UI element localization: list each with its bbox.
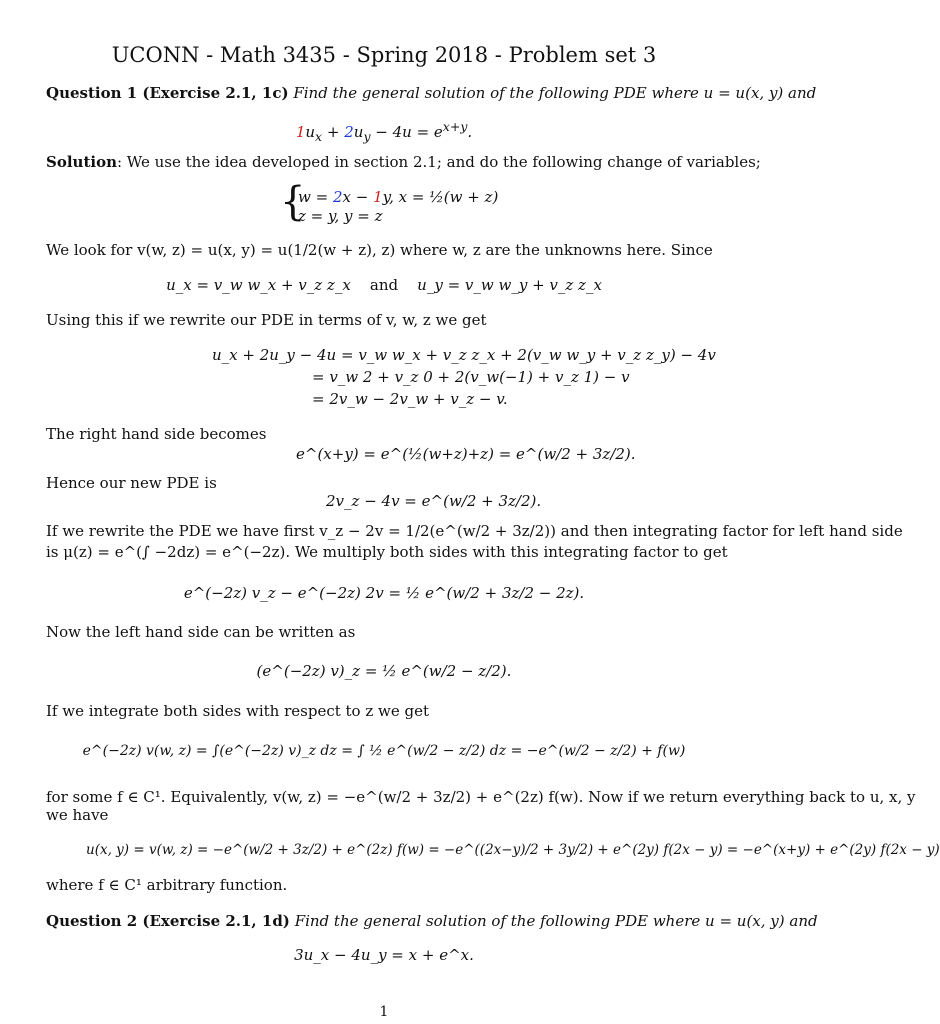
integrating-factor-line-2: is μ(z) = e^(∫ −2dz) = e^(−2z). We multiply both sides with this integrating factor to get: [46, 543, 728, 561]
integrated-equation: e^(−2z) v(w, z) = ∫(e^(−2z) v)_z dz = ∫ ½ e^(w/2 − z/2) dz = −e^(w/2 − z/2) + f(w): [82, 743, 686, 759]
rhs-equation: e^(x+y) = e^(½(w+z)+z) = e^(w/2 + 3z/2).: [296, 445, 636, 463]
question-2-pde: 3u_x − 4u_y = x + e^x.: [294, 946, 474, 964]
system-row-2: z = y, y = z: [298, 207, 383, 225]
rhs-label: The right hand side becomes: [46, 425, 267, 443]
look-for-text: We look for v(w, z) = u(x, y) = u(1/2(w + z), z) where w, z are the unknowns here. Since: [46, 241, 713, 259]
integrate-label: If we integrate both sides with respect to z we get: [46, 702, 430, 720]
rewrite-text: Using this if we rewrite our PDE in terms of v, w, z we get: [46, 311, 487, 329]
question-1-prompt: Find the general solution of the following PDE where u = u(x, y) and: [293, 84, 817, 102]
lhs-equation: (e^(−2z) v)_z = ½ e^(w/2 − z/2).: [256, 662, 512, 680]
derivation-line-1: u_x + 2u_y − 4u = v_w w_x + v_z z_x + 2(v_w w_y + v_z z_y) − 4v: [212, 346, 716, 364]
multiplied-equation: e^(−2z) v_z − e^(−2z) 2v = ½ e^(w/2 + 3z/2 − 2z).: [183, 584, 585, 602]
derivation-line-3: = 2v_w − 2v_w + v_z − v.: [312, 390, 508, 408]
solution-intro: Solution: We use the idea developed in section 2.1; and do the following change of variables;: [46, 153, 761, 171]
new-pde-equation: 2v_z − 4v = e^(w/2 + 3z/2).: [326, 492, 542, 510]
integrating-factor-line-1: If we rewrite the PDE we have first v_z − 2v = 1/2(e^(w/2 + 3z/2)) and then integrating factor for left hand side: [46, 522, 903, 540]
final-solution-equation: u(x, y) = v(w, z) = −e^(w/2 + 3z/2) + e^(2z) f(w) = −e^((2x−y)/2 + 3y/2) + e^(2y) f(2x − y) = −e^(x+y) + e^(2y) f(2x − y): [86, 842, 940, 858]
solution-label: Solution: [46, 153, 117, 171]
page-title: UCONN - Math 3435 - Spring 2018 - Problem set 3: [111, 43, 657, 67]
question-2-prompt: Find the general solution of the following PDE where u = u(x, y) and: [294, 912, 818, 930]
chain-rule-equations: u_x = v_w w_x + v_z z_x and u_y = v_w w_y + v_z z_x: [166, 276, 602, 294]
lhs-label: Now the left hand side can be written as: [46, 623, 356, 641]
derivation-line-2: = v_w 2 + v_z 0 + 2(v_w(−1) + v_z 1) − v: [312, 368, 630, 386]
where-text: where f ∈ C¹ arbitrary function.: [46, 876, 288, 894]
for-some-line-1: for some f ∈ C¹. Equivalently, v(w, z) = −e^(w/2 + 3z/2) + e^(2z) f(w). Now if we return everything back to u, x, y: [46, 788, 916, 806]
new-pde-label: Hence our new PDE is: [46, 474, 217, 492]
problem-set-page: UCONN - Math 3435 - Spring 2018 - Problem set 3 Question 1 (Exercise 2.1, 1c) Find the general solution of the following PDE where u = u(x, y) and $1u_x + 2u_y - 4u = e^{x+y}$. Solution: We use the idea developed in section 2.1; and do the following change of variables; { w = 2x − 1y, x = ½(w + z) z = y, y = z We look for v(w, z) = u(x, y) = u(1/2(w + z), z) where w, z are the unknowns here. Since u_x = v_w w_x + v_z z_x and u_y = v_w w_y + v_z z_x Using this if we rewrite our PDE in terms of v, w, z we get u_x + 2u_y − 4u = v_w w_x + v_z z_x + 2(v_w w_y + v_z z_y) − 4v = v_w 2 + v_z 0 + 2(v_w(−1) + v_z 1) − v = 2v_w − 2v_w + v_z − v. The right hand side becomes e^(x+y) = e^(½(w+z)+z) = e^(w/2 + 3z/2). Hence our new PDE is 2v_z − 4v = e^(w/2 + 3z/2). If we rewrite the PDE we have first v_z − 2v = 1/2(e^(w/2 + 3z/2)) and then integrating factor for left hand side is μ(z) = e^(∫ −2dz) = e^(−2z). We multiply both sides with this integrating factor to get e^(−2z) v_z − e^(−2z) 2v = ½ e^(w/2 + 3z/2 − 2z). Now the left hand side can be written as (e^(−2z) v)_z = ½ e^(w/2 − z/2). If we integrate both sides with respect to z we get e^(−2z) v(w, z) = ∫(e^(−2z) v)_z dz = ∫ ½ e^(w/2 − z/2) dz = −e^(w/2 − z/2) + f(w) for some f ∈ C¹. Equivalently, v(w, z) = −e^(w/2 + 3z/2) + e^(2z) f(w). Now if we return everything back to u, x, y we have u(x, y) = v(w, z) = −e^(w/2 + 3z/2) + e^(2z) f(w) = −e^((2x−y)/2 + 3y/2) + e^(2y) f(2x − y) = −e^(x+y) + e^(2y) f(2x − y) where f ∈ C¹ arbitrary function. Question 2 (Exercise 2.1, 1d) Find the general solution of the following PDE where u = u(x, y) and 3u_x − 4u_y = x + e^x. 1: [0, 0, 768, 1024]
question-1-pde: $1u_x + 2u_y - 4u = e^{x+y}$.: [295, 119, 473, 144]
question-2: [46, 912, 818, 930]
system-row-1: w = 2x − 1y, x = ½(w + z): [298, 188, 499, 206]
for-some-line-2: we have: [46, 806, 109, 824]
question-2-label: Question 2 (Exercise 2.1, 1d): [46, 912, 290, 930]
question-1: [46, 84, 816, 102]
question-1-label: Question 1 (Exercise 2.1, 1c): [46, 84, 289, 102]
page-number: 1: [379, 1004, 389, 1020]
